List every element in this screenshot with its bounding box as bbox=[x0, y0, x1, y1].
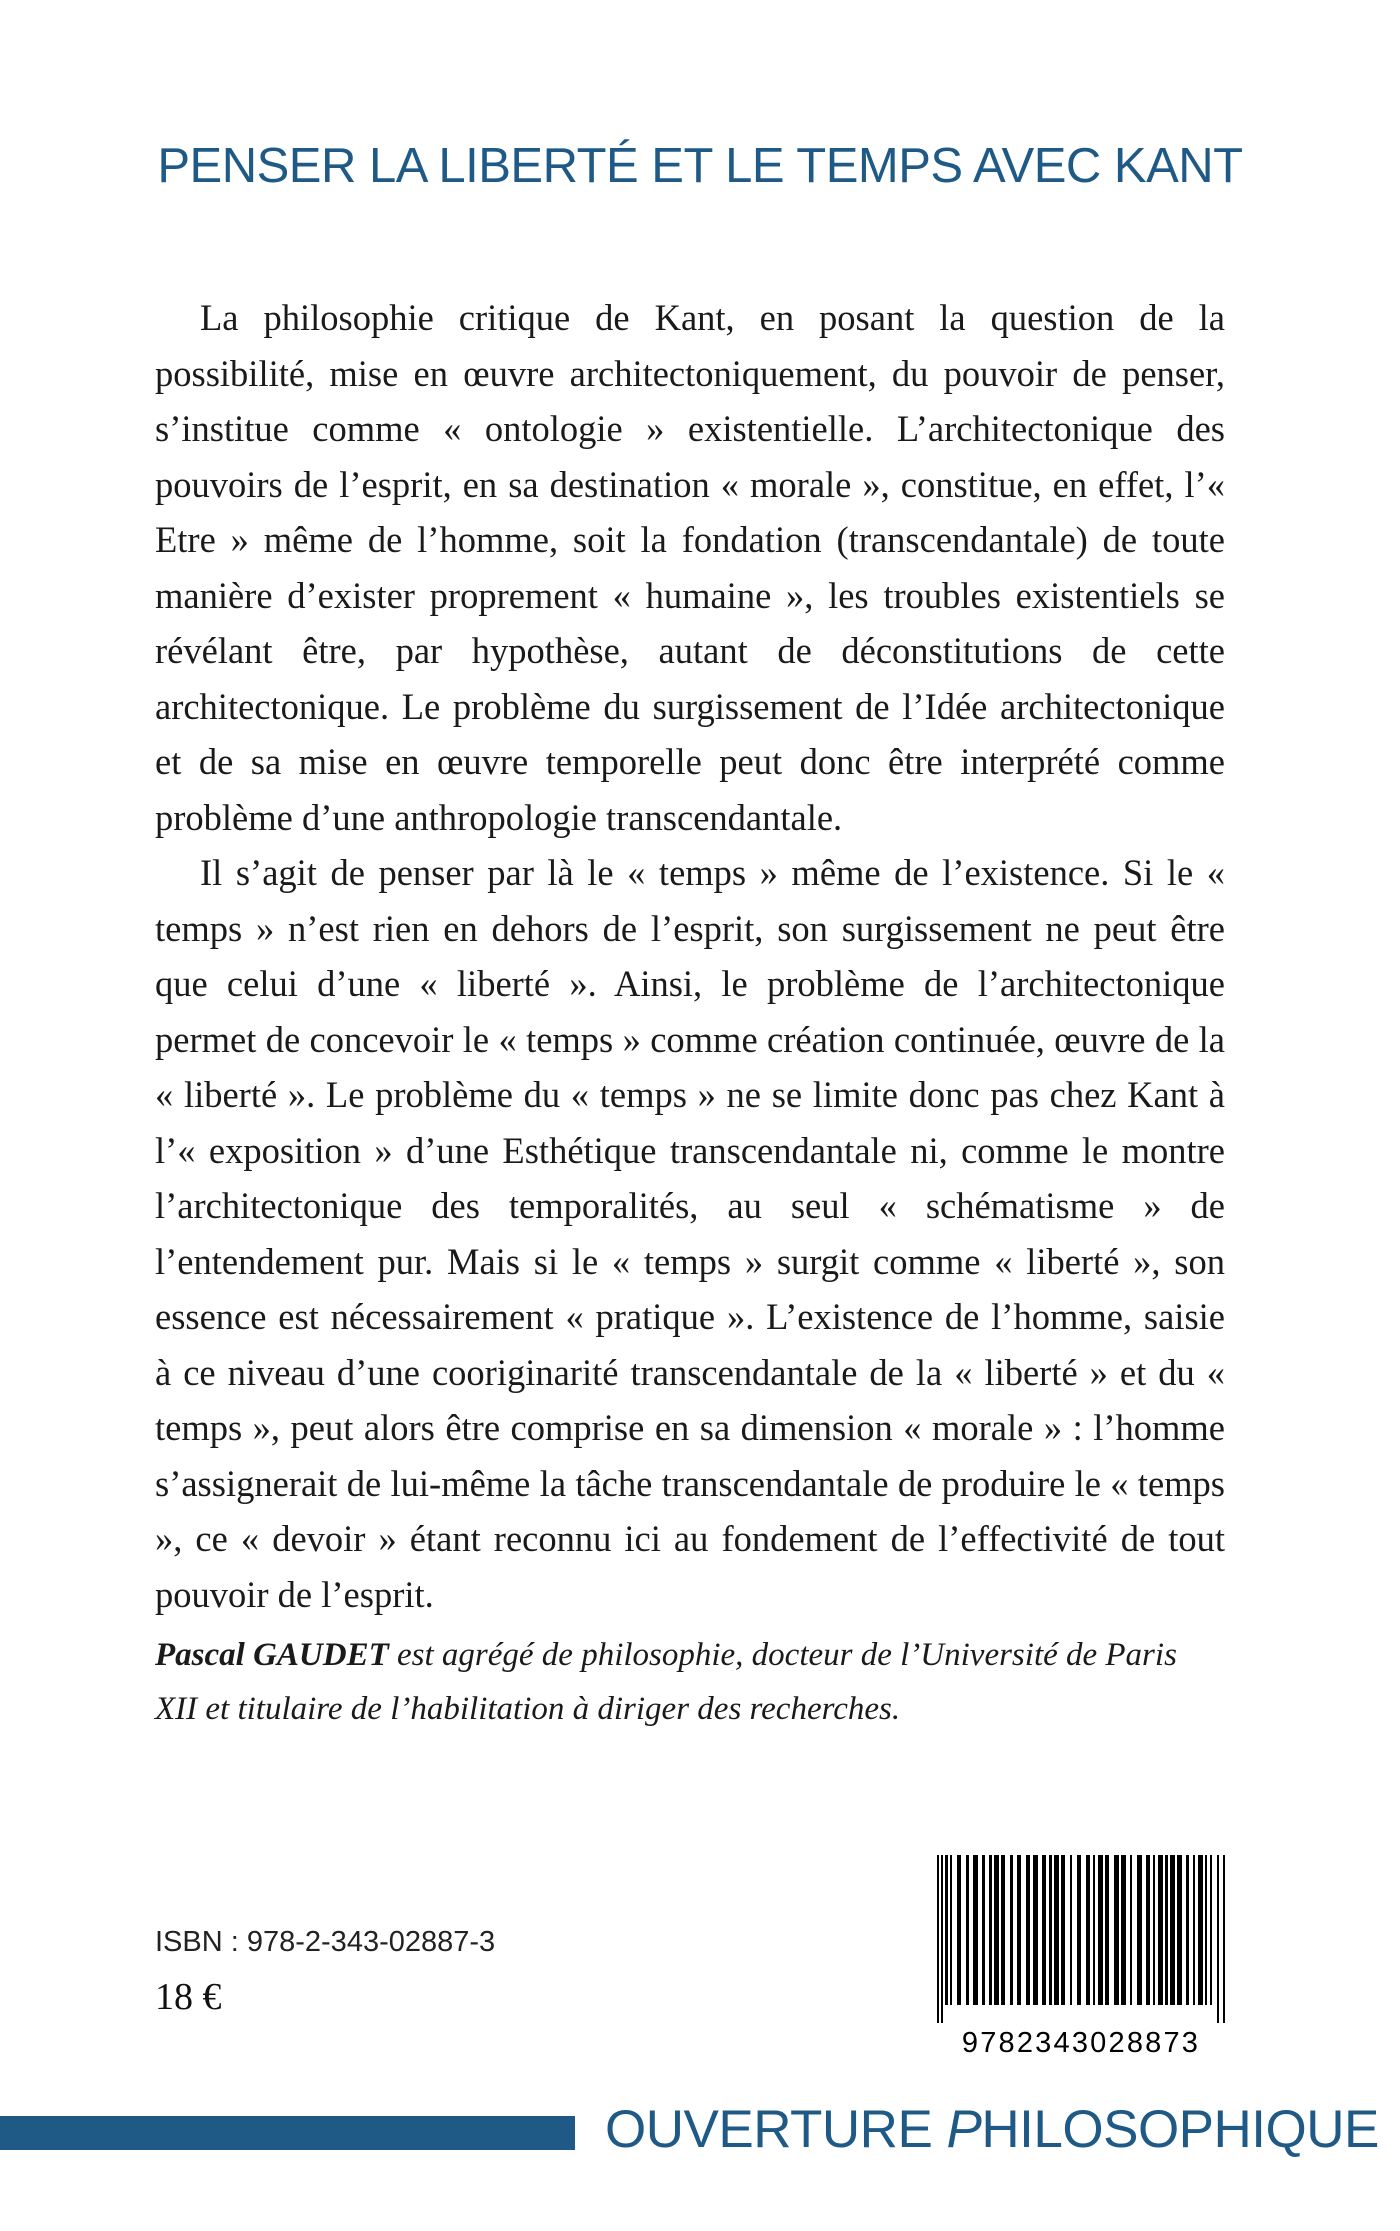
barcode-bar bbox=[982, 1855, 985, 2005]
barcode-bar bbox=[1042, 1855, 1046, 2005]
collection-bar bbox=[0, 2116, 575, 2150]
barcode-bar bbox=[1223, 1855, 1225, 2023]
barcode-bar bbox=[1105, 1855, 1109, 2005]
barcode-bar bbox=[1017, 1855, 1021, 2005]
barcode-bar bbox=[1177, 1855, 1182, 2005]
barcode-bar bbox=[1146, 1855, 1150, 2005]
barcode-bar bbox=[937, 1855, 939, 2023]
barcode-bar bbox=[1093, 1855, 1095, 2005]
collection-italic-letter: P bbox=[946, 2100, 982, 2159]
barcode-bar bbox=[1010, 1855, 1013, 2005]
barcode-bar bbox=[1198, 1855, 1203, 2005]
author-name: Pascal GAUDET bbox=[155, 1637, 389, 1673]
barcode-bar bbox=[1130, 1855, 1132, 2005]
book-title: PENSER LA LIBERTÉ ET LE TEMPS AVEC KANT bbox=[157, 139, 1243, 193]
barcode-bar bbox=[1098, 1855, 1103, 2005]
barcode-bar bbox=[941, 1855, 943, 2023]
collection-word-2: HILOSOPHIQUE bbox=[981, 2100, 1379, 2159]
collection-name bbox=[605, 2100, 1379, 2159]
barcode-bar bbox=[1070, 1855, 1072, 2005]
barcode-bar bbox=[989, 1855, 992, 2005]
barcode-bar bbox=[1077, 1855, 1081, 2005]
barcode-bar bbox=[1049, 1855, 1052, 2005]
barcode-number: 9782343028873 bbox=[961, 2027, 1201, 2059]
barcode-bar bbox=[1217, 1855, 1219, 2023]
barcode-bar bbox=[1137, 1855, 1142, 2005]
barcode-bar bbox=[1026, 1855, 1030, 2005]
barcode-bar bbox=[1086, 1855, 1090, 2005]
barcode-bar bbox=[1153, 1855, 1155, 2005]
barcode-bar bbox=[945, 1855, 948, 2005]
collection-word-1: OUVERTURE bbox=[605, 2100, 947, 2159]
barcode-bar bbox=[994, 1855, 999, 2005]
barcode-bar bbox=[950, 1855, 952, 2005]
barcode-bar bbox=[1001, 1855, 1005, 2005]
barcode-bar bbox=[1054, 1855, 1059, 2005]
author-description: est agrégé de philosophie, docteur de l’Université de Paris XII et titulaire de l’habilitation à diriger des recherches. bbox=[155, 1637, 1177, 1727]
barcode-bar bbox=[1205, 1855, 1207, 2005]
barcode-bar bbox=[1158, 1855, 1163, 2005]
isbn: ISBN : 978-2-343-02887-3 bbox=[155, 1926, 496, 1958]
barcode-bar bbox=[966, 1855, 969, 2005]
price: 18 € bbox=[155, 1976, 222, 2018]
barcode-bar bbox=[1193, 1855, 1195, 2005]
barcode-bars bbox=[933, 1855, 1229, 2023]
barcode-bar bbox=[1061, 1855, 1065, 2005]
barcode-bar bbox=[1033, 1855, 1038, 2005]
summary-paragraph-2: Il s’agit de penser par là le « temps » même de l’existence. Si le « temps » n’est rien en dehors de l’esprit, son surgissement ne peut être que celui d’une « liberté ». Ainsi, le problème de l’architectonique permet de concevoir le « temps » comme création continuée, œuvre de la « liberté ». Le problème du « temps » ne se limite donc pas chez Kant à l’« exposition » d’une Esthétique transcendantale ni, comme le montre l’architectonique des temporalités, au seul « schématisme » de l’entendement pur. Mais si le « temps » surgit comme « liberté », son essence est nécessairement « pratique ». L’existence de l’homme, saisie à ce niveau d’une cooriginarité transcendantale de la « liberté » et du « temps », peut alors être comprise en sa dimension « morale » : l’homme s’assignerait de lui-même la tâche transcendantale de produire le « temps », ce « devoir » étant reconnu ici au fondement de l’effectivité de tout pouvoir de l’esprit. bbox=[155, 852, 1225, 1615]
barcode-bar bbox=[1170, 1855, 1175, 2005]
summary-paragraph-1: La philosophie critique de Kant, en posant la question de la possibilité, mise en œuvre architectoniquement, du pouvoir de penser, s’institue comme « ontologie » existentielle. L’architectonique des pouvoirs de l’esprit, en sa destination « morale », constitue, en effet, l’« Etre » même de l’homme, soit la fondation (transcendantale) de toute manière d’exister proprement « humaine », les troubles existentiels se révélant être, par hypothèse, autant de déconstitutions de cette architectonique. Le problème du surgissement de l’Idée architectonique et de sa mise en œuvre temporelle peut donc être interprété comme problème d’une anthropologie transcendantale. bbox=[155, 297, 1225, 838]
barcode-bar bbox=[1114, 1855, 1119, 2005]
barcode-bar bbox=[1121, 1855, 1126, 2005]
barcode-bar bbox=[973, 1855, 978, 2005]
author-bio bbox=[155, 1628, 1225, 1736]
barcode-bar bbox=[1165, 1855, 1168, 2005]
barcode-bar bbox=[1210, 1855, 1212, 2005]
back-cover-summary bbox=[155, 290, 1225, 1622]
barcode-bar bbox=[1186, 1855, 1189, 2005]
barcode bbox=[933, 1855, 1229, 2058]
barcode-bar bbox=[957, 1855, 961, 2005]
